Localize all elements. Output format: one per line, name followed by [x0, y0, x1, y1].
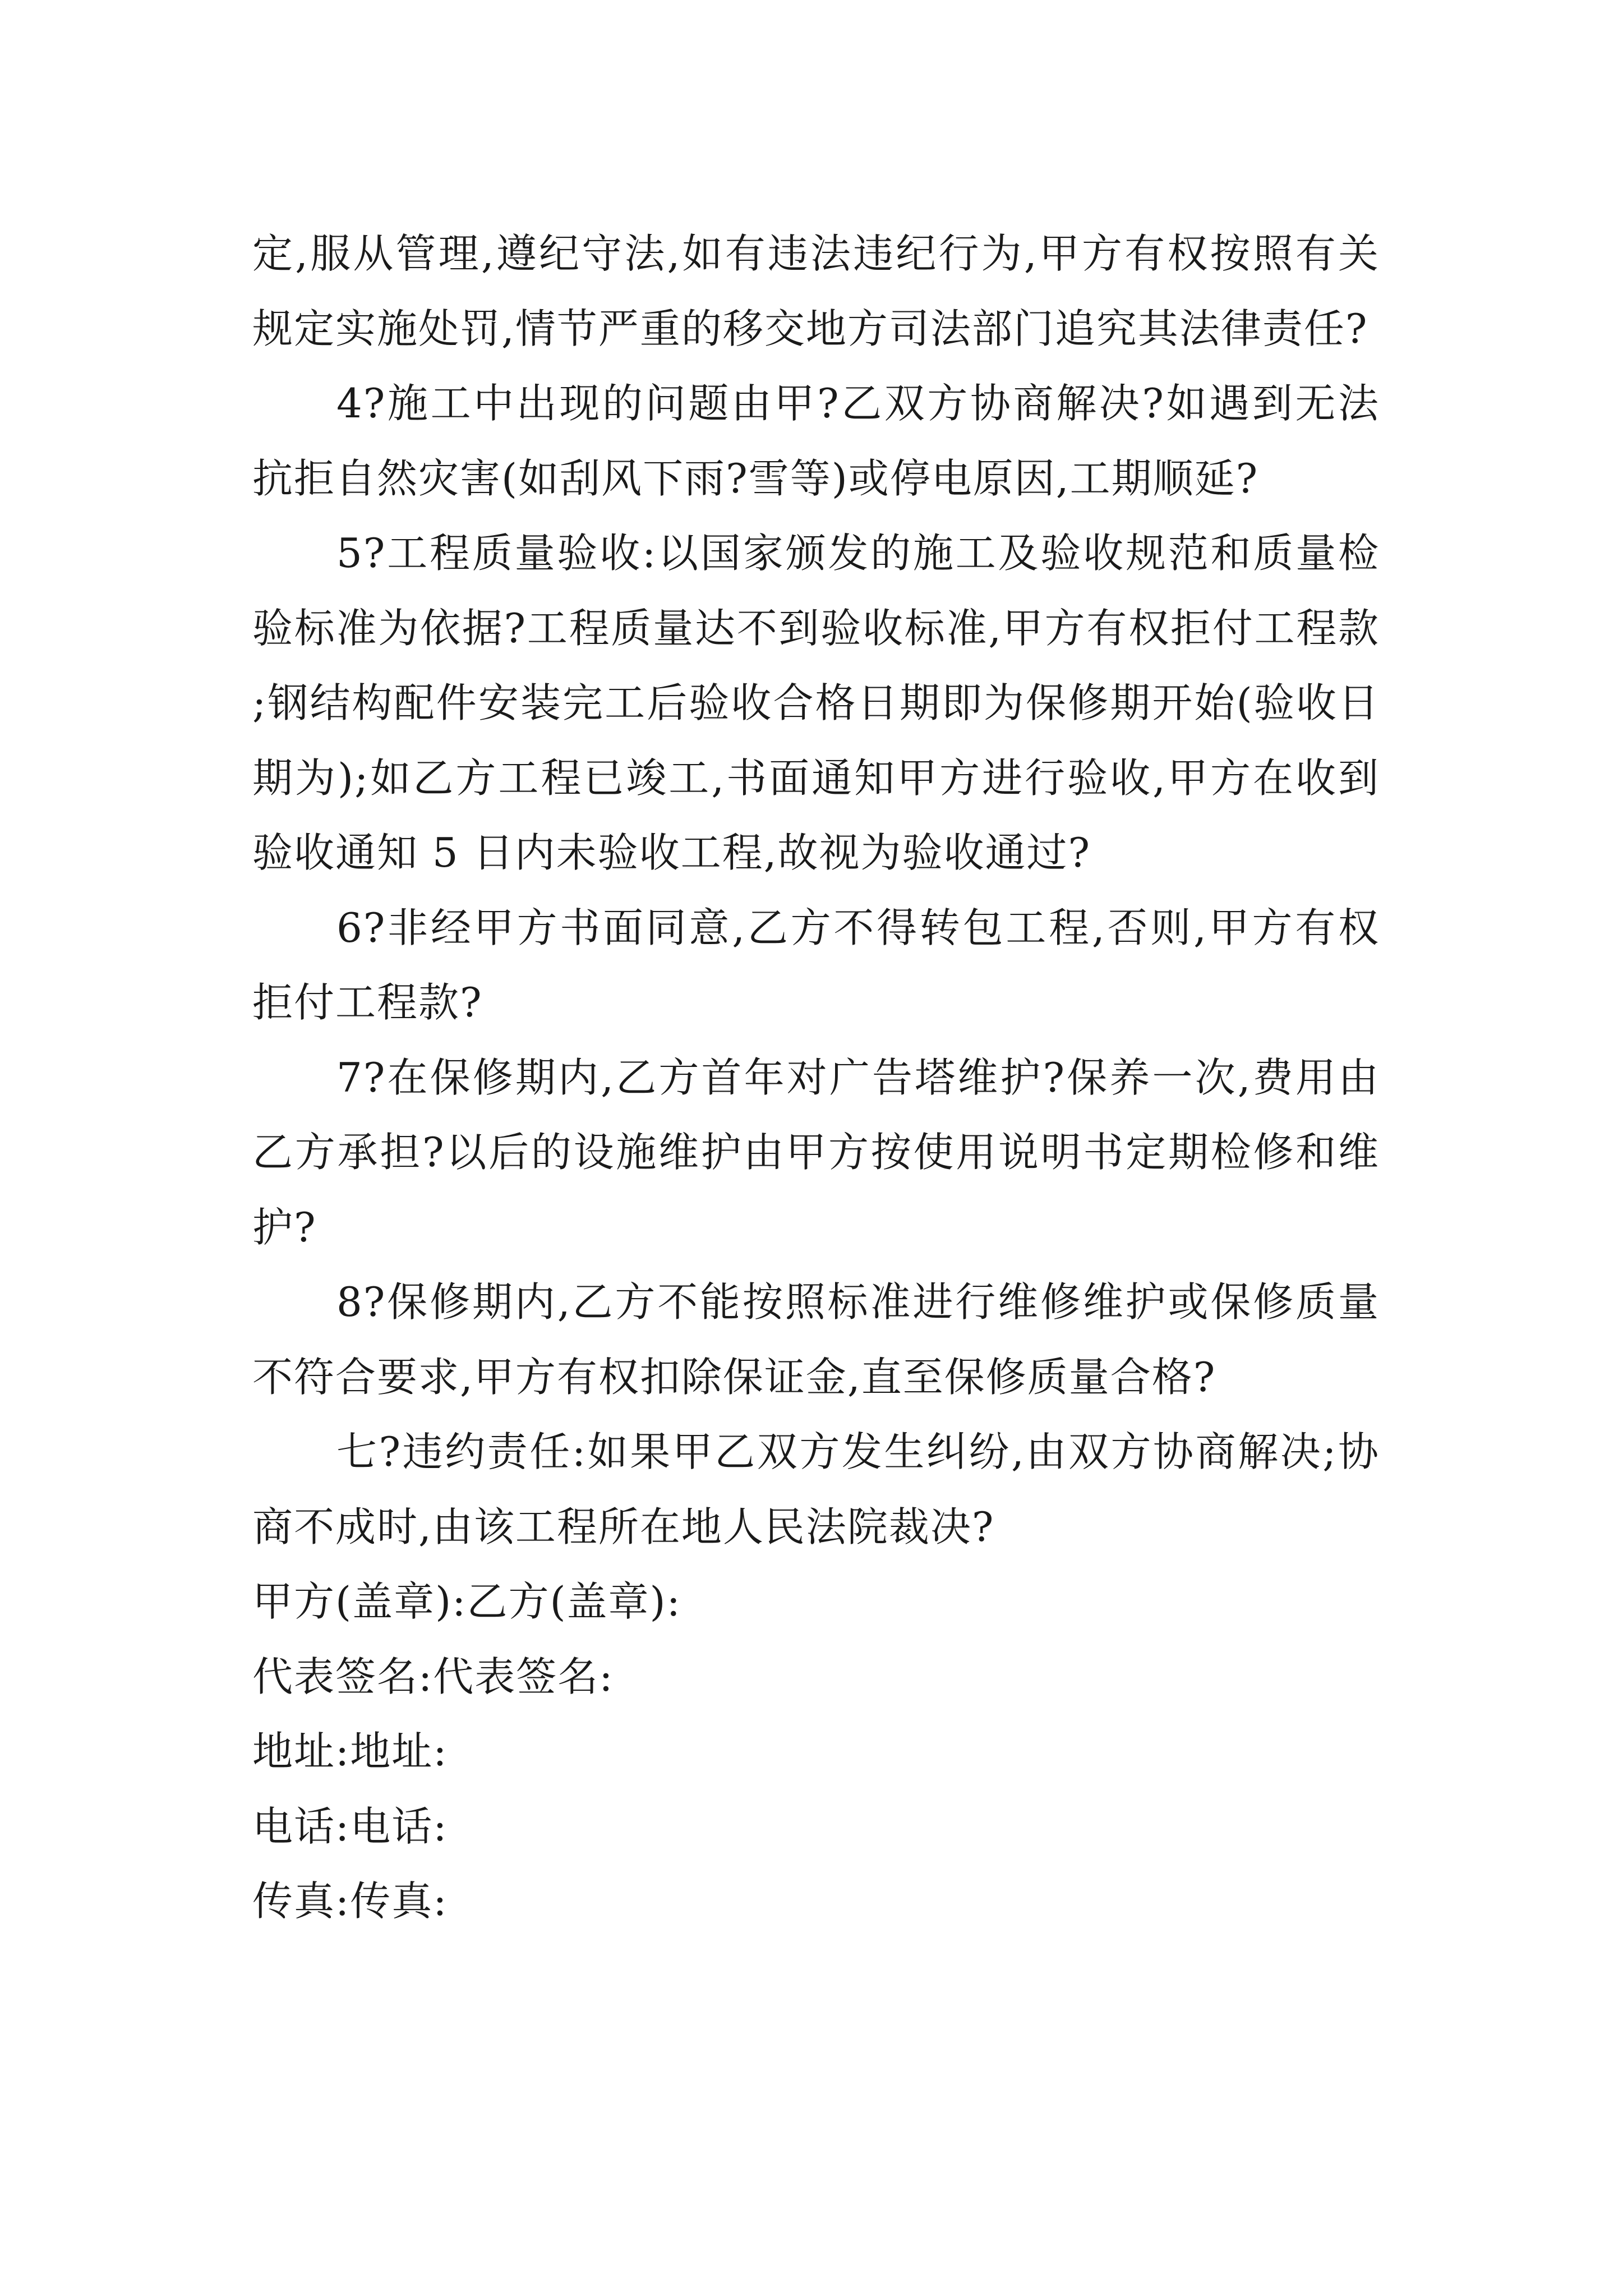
paragraph-item-8: 8?保修期内,乙方不能按照标准进行维修维护或保修质量不符合要求,甲方有权扣除保证金,直至保修质量合格? — [252, 1278, 1380, 1401]
signature-fax-line: 传真:传真: — [252, 1878, 448, 1925]
paragraph-item-7: 7?在保修期内,乙方首年对广告塔维护?保养一次,费用由乙方承担?以后的设施维护由甲方按使用说明书定期检修和维护? — [252, 1053, 1380, 1251]
signature-representative-line: 代表签名:代表签名: — [252, 1653, 614, 1700]
paragraph-item-5: 5?工程质量验收:以国家颁发的施工及验收规范和质量检验标准为依据?工程质量达不到验收标准,甲方有权拒付工程款;钢结构配件安装完工后验收合格日期即为保修期开始(验收日期为);如乙方工程已竣工,书面通知甲方进行验收,甲方在收到验收通知 5 日内未验收工程,故视为验收通过? — [252, 530, 1380, 876]
document-body — [252, 217, 1380, 1939]
paragraph-breach-liability: 七?违约责任:如果甲乙双方发生纠纷,由双方协商解决;协商不成时,由该工程所在地人民法院裁决? — [252, 1428, 1380, 1550]
paragraph-item-6: 6?非经甲方书面同意,乙方不得转包工程,否则,甲方有权拒付工程款? — [252, 904, 1380, 1026]
paragraph-item-4: 4?施工中出现的问题由甲?乙双方协商解决?如遇到无法抗拒自然灾害(如刮风下雨?雪等)或停电原因,工期顺延? — [252, 380, 1380, 502]
signature-seal-line: 甲方(盖章):乙方(盖章): — [252, 1578, 681, 1625]
paragraph-continuation: 定,服从管理,遵纪守法,如有违法违纪行为,甲方有权按照有关规定实施处罚,情节严重的移交地方司法部门追究其法律责任? — [252, 230, 1380, 352]
signature-address-line: 地址:地址: — [252, 1728, 448, 1775]
signature-phone-line: 电话:电话: — [252, 1802, 448, 1850]
